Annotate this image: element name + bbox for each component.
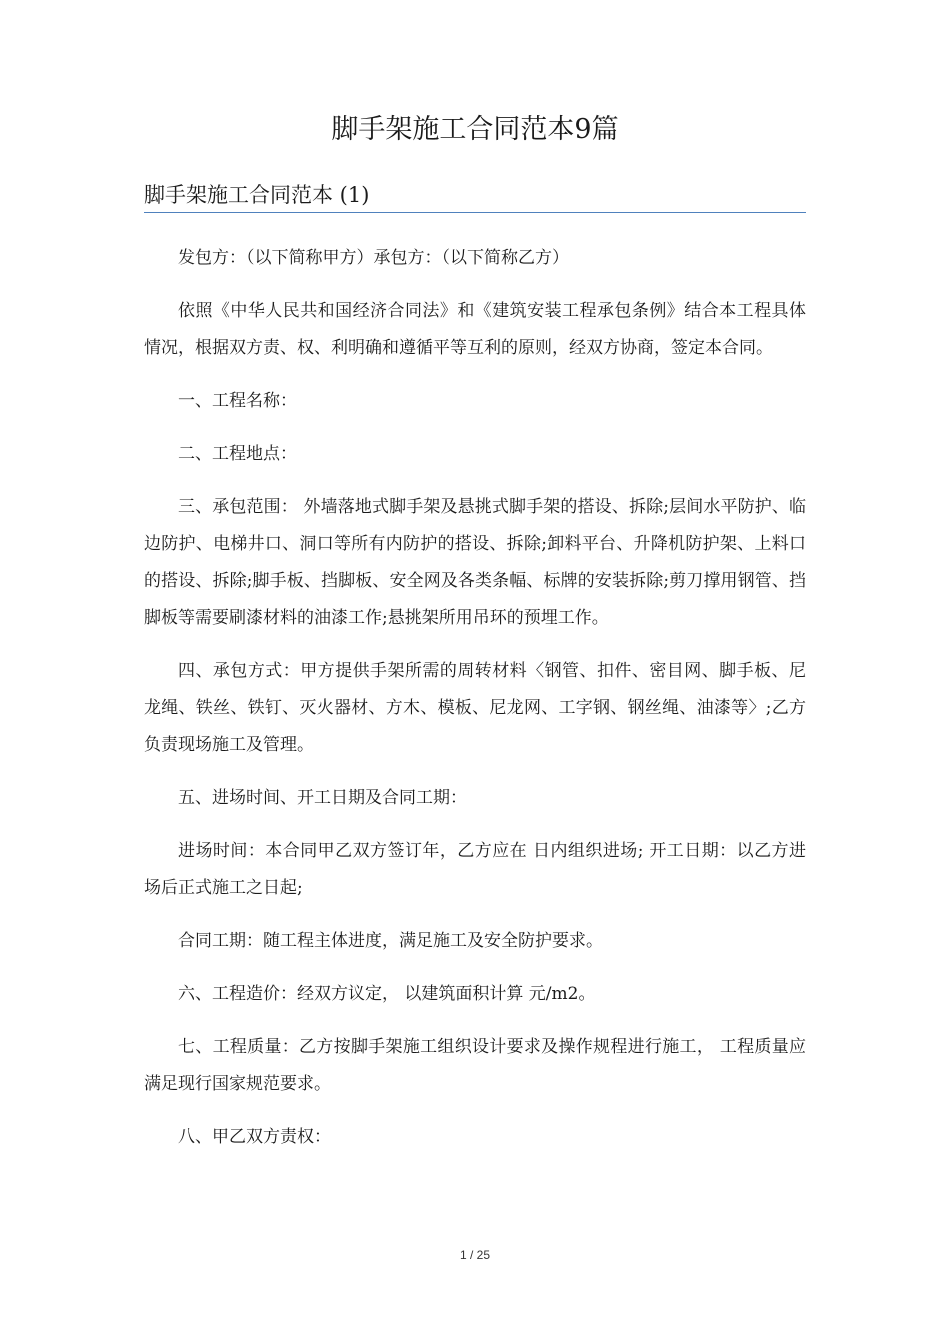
paragraph-project-location: 二、工程地点： (178, 444, 297, 464)
paragraph-parties: 发包方：（以下简称甲方）承包方：（以下简称乙方） (178, 248, 569, 268)
paragraph-contract-period: 合同工期：随工程主体进度，满足施工及安全防护要求。 (178, 931, 603, 951)
paragraph-schedule-heading: 五、进场时间、开工日期及合同工期： (178, 788, 467, 808)
section-heading: 脚手架施工合同范本 (1) (144, 180, 806, 213)
paragraph-preamble: 依照《中华人民共和国经济合同法》和《建筑安装工程承包条例》结合本工程具体情况，根据双方责、权、利明确和遵循平等互利的原则，经双方协商，签定本合同。 (144, 301, 806, 358)
page-number: 1 / 25 (459, 1248, 491, 1262)
document-body (144, 240, 806, 1172)
paragraph-scope: 三、承包范围： 外墙落地式脚手架及悬挑式脚手架的搭设、拆除;层间水平防护、临边防护、电梯井口、洞口等所有内防护的搭设、拆除;卸料平台、升降机防护架、上料口的搭设、拆除;脚手板、挡脚板、安全网及各类条幅、标牌的安装拆除;剪刀撑用钢管、挡脚板等需要刷漆材料的油漆工作;悬挑架所用吊环的预埋工作。 (144, 497, 806, 628)
document-title: 脚手架施工合同范本9篇 (331, 114, 619, 145)
paragraph-project-cost: 六、工程造价：经双方议定， 以建筑面积计算 元/m2。 (178, 984, 596, 1004)
paragraph-contract-method: 四、承包方式：甲方提供手架所需的周转材料〈钢管、扣件、密目网、脚手板、尼龙绳、铁丝、铁钉、灭火器材、方木、模板、尼龙网、工字钢、钢丝绳、油漆等〉;乙方负责现场施工及管理。 (144, 661, 806, 755)
paragraph-project-name: 一、工程名称： (178, 391, 297, 411)
paragraph-project-quality: 七、工程质量：乙方按脚手架施工组织设计要求及操作规程进行施工， 工程质量应满足现行国家规范要求。 (144, 1037, 806, 1094)
paragraph-entry-time: 进场时间：本合同甲乙双方签订年，乙方应在 日内组织进场; 开工日期：以乙方进场后正式施工之日起; (144, 841, 806, 898)
paragraph-responsibilities: 八、甲乙双方责权： (178, 1127, 331, 1147)
